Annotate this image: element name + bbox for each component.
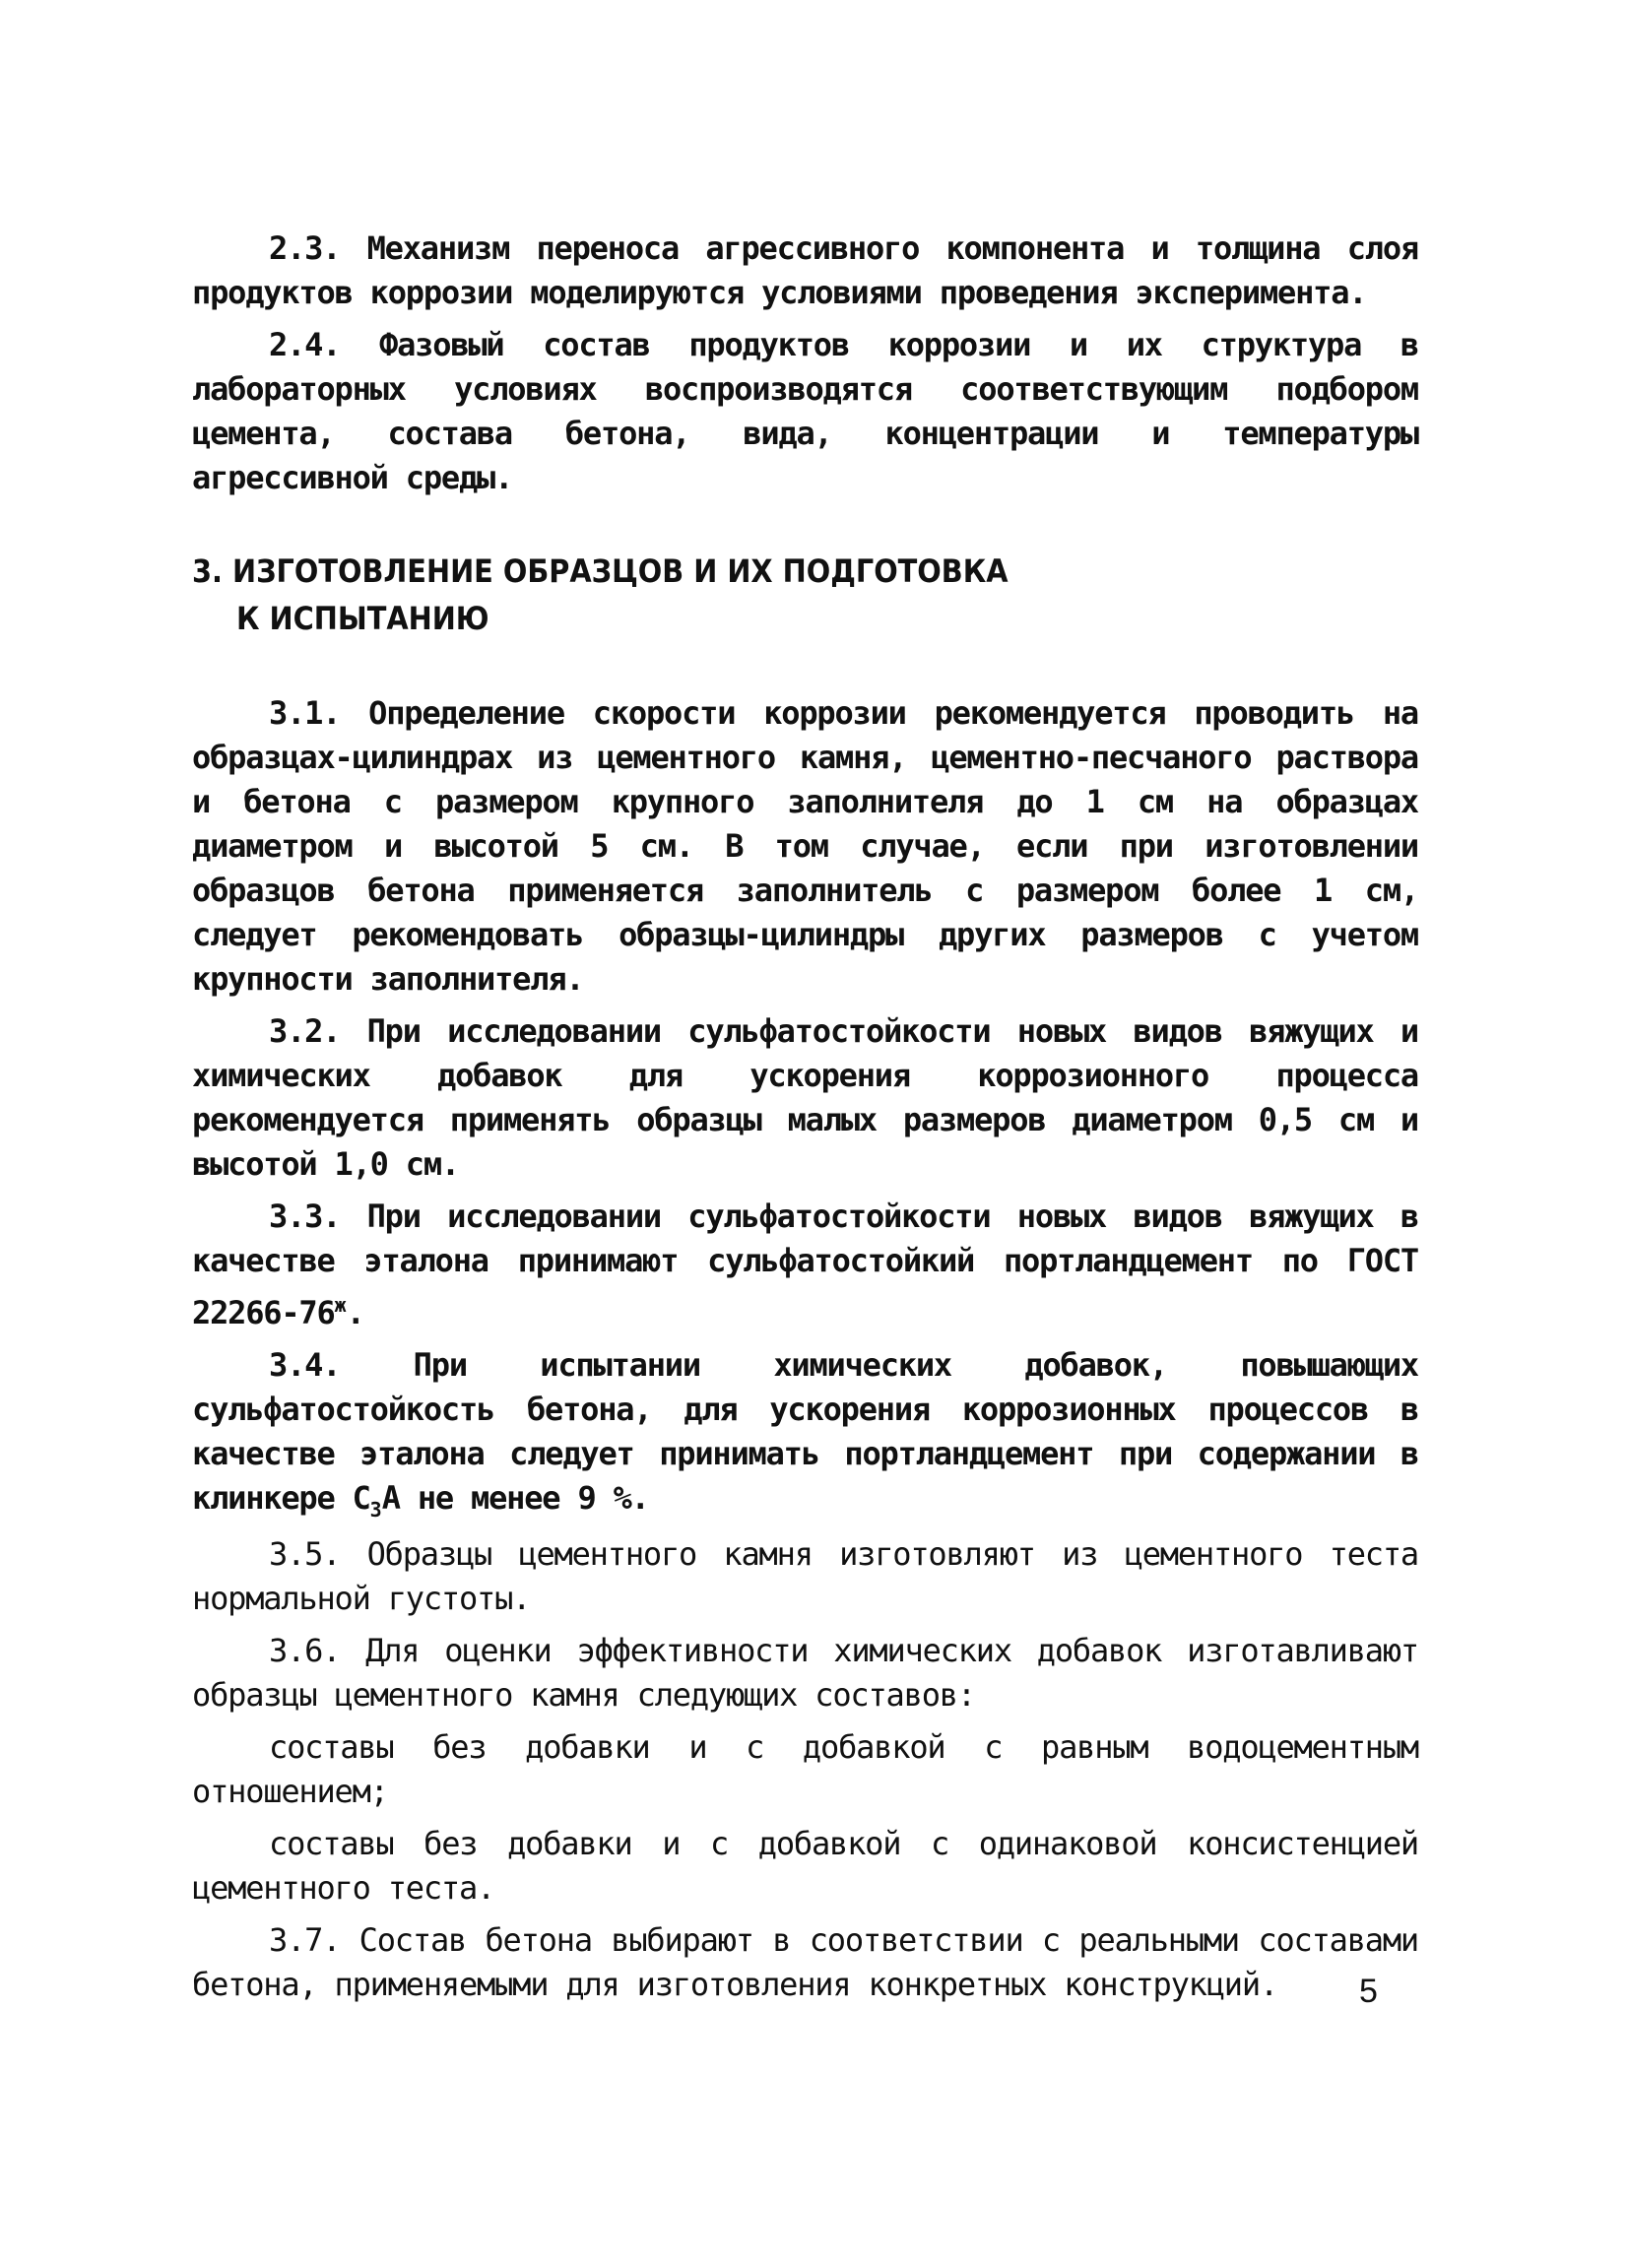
section-3-heading xyxy=(192,548,1418,642)
page-body xyxy=(192,227,1418,2007)
section-3-heading-line1: 3. ИЗГОТОВЛЕНИЕ ОБРАЗЦОВ И ИХ ПОДГОТОВКА xyxy=(192,552,1009,590)
paragraph-3-3-superscript: ж xyxy=(334,1293,347,1317)
page-number: 5 xyxy=(1359,1973,1378,2010)
section-3-heading-line2: К ИСПЫТАНИЮ xyxy=(236,600,489,637)
paragraph-3-2: 3.2. При исследовании сульфатостойкости новых видов вяжущих и химических добавок для ускорения коррозионного процесса рекомендуется применять образцы малых размеров диаметром 0,5 см и высотой 1,0 см. xyxy=(192,1012,1418,1183)
paragraph-3-3-end: . xyxy=(346,1294,364,1331)
paragraph-3-5: 3.5. Образцы цементного камня изготовляют из цементного теста нормальной густоты. xyxy=(192,1535,1418,1617)
paragraph-2-4: 2.4. Фазовый состав продуктов коррозии и их структура в лабораторных условиях воспроизводятся соответствующим подбором цемента, состава бетона, вида, концентрации и температуры агрессивной среды. xyxy=(192,326,1418,496)
paragraph-3-6-item-b: составы без добавки и с добавкой с одинаковой консистенцией цементного теста. xyxy=(192,1825,1418,1907)
paragraph-3-4-text: 3.4. При испытании химических добавок, повышающих сульфатостойкость бетона, для ускорения коррозионных процессов в качестве эталона следует принимать портландцемент при содержании в клинкере С xyxy=(192,1346,1418,1517)
paragraph-3-3 xyxy=(192,1195,1418,1335)
paragraph-3-4-subscript: 3 xyxy=(369,1498,382,1522)
paragraph-3-7: 3.7. Состав бетона выбирают в соответствии с реальными составами бетона, применяемыми для изготовления конкретных конструкций. xyxy=(192,1921,1418,2003)
paragraph-3-6: 3.6. Для оценки эффективности химических добавок изготавливают образцы цементного камня следующих составов: xyxy=(192,1632,1418,1714)
paragraph-3-6-item-a: составы без добавки и с добавкой с равным водоцементным отношением; xyxy=(192,1728,1418,1810)
paragraph-3-3-text: 3.3. При исследовании сульфатостойкости новых видов вяжущих в качестве эталона принимают сульфатостойкий портландцемент по ГОСТ 22266-76 xyxy=(192,1198,1418,1331)
paragraph-3-1: 3.1. Определение скорости коррозии рекомендуется проводить на образцах-цилиндрах из цементного камня, цементно-песчаного раствора и бетона с размером крупного заполнителя до 1 см на образцах диаметром и высотой 5 см. В том случае, если при изготовлении образцов бетона применяется заполнитель с размером более 1 см, следует рекомендовать образцы-цилиндры других размеров с учетом крупности заполнителя. xyxy=(192,694,1418,998)
paragraph-3-4 xyxy=(192,1343,1418,1532)
paragraph-2-3: 2.3. Механизм переноса агрессивного компонента и толщина слоя продуктов коррозии моделируются условиями проведения эксперимента. xyxy=(192,229,1418,311)
paragraph-3-4-end: А не менее 9 %. xyxy=(381,1479,649,1517)
